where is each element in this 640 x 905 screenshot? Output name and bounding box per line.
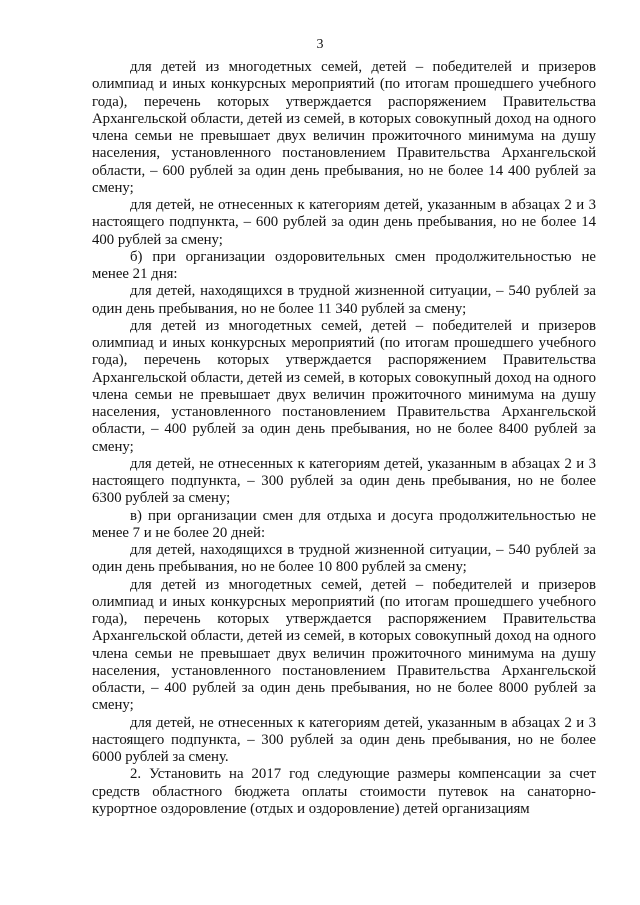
- paragraph: в) при организации смен для отдыха и досуга продолжительностью не менее 7 и не более 20 дней:: [92, 507, 596, 541]
- paragraph: для детей из многодетных семей, детей – победителей и призеров олимпиад и иных конкурсных мероприятий (по итогам прошедшего учебного года), перечень которых утверждается распоряжением Правительства Архангельской области, детей из семей, в которых совокупный доход на одного члена семьи не превышает двух величин прожиточного минимума на душу населения, установленного постановлением Правительства Архангельской области, – 400 рублей за один день пребывания, но не более 8400 рублей за смену;: [92, 317, 596, 455]
- paragraph: для детей, не отнесенных к категориям детей, указанным в абзацах 2 и 3 настоящего подпункта, – 600 рублей за один день пребывания, но не более 14 400 рублей за смену;: [92, 197, 596, 248]
- paragraph: для детей, не отнесенных к категориям детей, указанным в абзацах 2 и 3 настоящего подпункта, – 300 рублей за один день пребывания, но не более 6000 рублей за смену.: [92, 714, 596, 765]
- document-body: [92, 59, 596, 818]
- paragraph: для детей, находящихся в трудной жизненной ситуации, – 540 рублей за один день пребывания, но не более 11 340 рублей за смену;: [92, 283, 596, 317]
- paragraph: для детей, находящихся в трудной жизненной ситуации, – 540 рублей за один день пребывания, но не более 10 800 рублей за смену;: [92, 542, 596, 576]
- page-number: 3: [316, 37, 324, 52]
- paragraph: б) при организации оздоровительных смен продолжительностью не менее 21 дня:: [92, 248, 596, 282]
- paragraph: для детей, не отнесенных к категориям детей, указанным в абзацах 2 и 3 настоящего подпункта, – 300 рублей за один день пребывания, но не более 6300 рублей за смену;: [92, 455, 596, 507]
- paragraph: для детей из многодетных семей, детей – победителей и призеров олимпиад и иных конкурсных мероприятий (по итогам прошедшего учебного года), перечень которых утверждается распоряжением Правительства Архангельской области, детей из семей, в которых совокупный доход на одного члена семьи не превышает двух величин прожиточного минимума на душу населения, установленного постановлением Правительства Архангельской области, – 600 рублей за один день пребывания, но не более 14 400 рублей за смену;: [92, 59, 596, 196]
- paragraph: 2. Установить на 2017 год следующие размеры компенсации за счет средств областного бюджета оплаты стоимости путевок на санаторно-курортное оздоровление (отдых и оздоровление) детей организациям: [92, 766, 596, 817]
- paragraph: для детей из многодетных семей, детей – победителей и призеров олимпиад и иных конкурсных мероприятий (по итогам прошедшего учебного года), перечень которых утверждается распоряжением Правительства Архангельской области, детей из семей, в которых совокупный доход на одного члена семьи не превышает двух величин прожиточного минимума на душу населения, установленного постановлением Правительства Архангельской области, – 400 рублей за один день пребывания, но не более 8000 рублей за смену;: [92, 576, 596, 714]
